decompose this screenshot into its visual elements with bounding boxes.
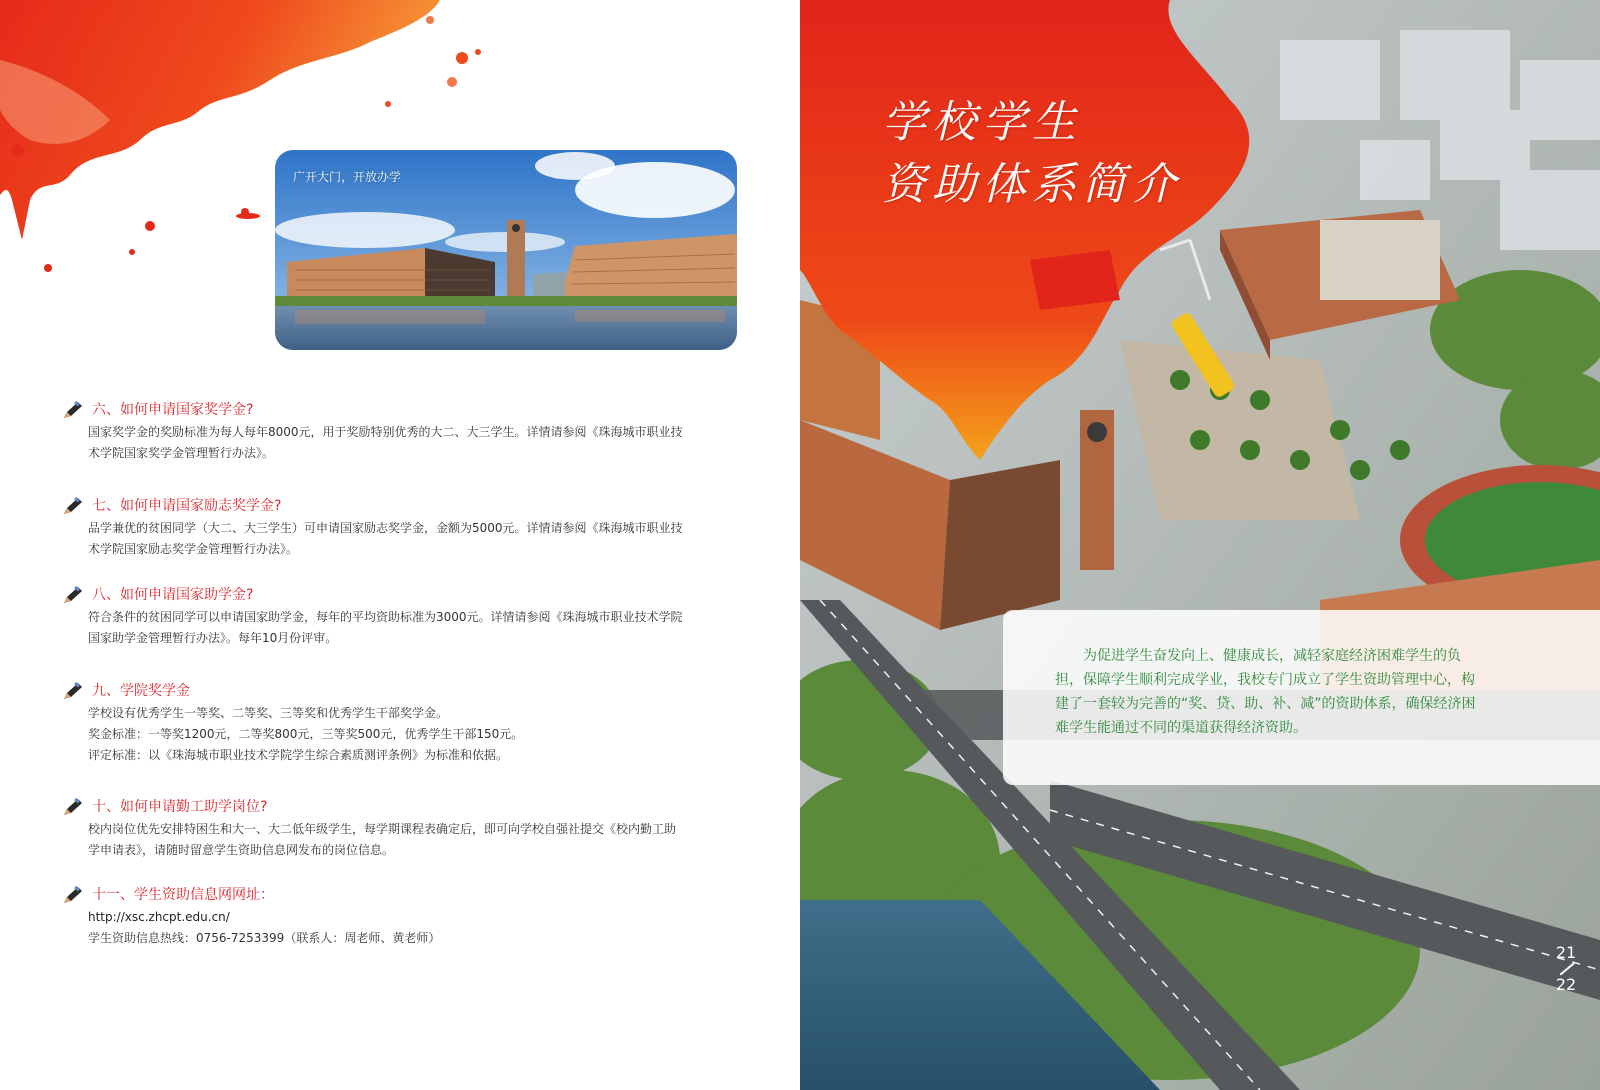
answer-line: 学申请表》，请随时留意学生资助信息网发布的岗位信息。 [88,843,395,857]
pen-icon [62,681,84,701]
qa-title-row [62,797,742,817]
question-title: 十、如何申请勤工助学岗位? [92,799,268,815]
pen-icon [62,885,84,905]
qa-title-row [62,885,742,905]
answer-line: 奖金标准：一等奖1200元，二等奖800元，三等奖500元，优秀学生干部150元。 [88,727,524,741]
answer-line: 国家奖学金的奖励标准为每人每年8000元，用于奖励特别优秀的大二、大三学生。详情请参阅《珠海城市职业技 [88,425,683,439]
pen-icon [62,496,84,516]
page-number-right: 22 [1555,975,1577,994]
answer-text [88,422,742,464]
campus-photo-card [275,150,737,350]
qa-section-9 [62,681,742,766]
right-page [800,0,1600,1090]
answer-text [88,518,742,560]
answer-line: 术学院国家励志奖学金管理暂行办法》。 [88,542,299,556]
page-number-divider [1554,962,1578,976]
photo-caption: 广开大门，开放办学 [293,170,402,184]
question-title: 八、如何申请国家助学金? [92,587,254,603]
title-line-1: 学校学生 [882,97,1082,148]
question-title: 六、如何申请国家奖学金? [92,402,254,418]
question-title: 七、如何申请国家励志奖学金? [92,498,282,514]
intro-paragraph: 为促进学生奋发向上、健康成长，减轻家庭经济困难学生的负担，保障学生顺利完成学业，我校专门成立了学生资助管理中心，构建了一套较为完善的“奖、贷、助、补、减”的资助体系，确保经济困难学生能通过不同的渠道获得经济资助。 [1055,648,1476,736]
answer-text [88,819,742,861]
page-title [882,92,1182,216]
qa-section-10 [62,797,742,861]
answer-line: 品学兼优的贫困同学（大二、大三学生）可申请国家励志奖学金，金额为5000元。详情请参阅《珠海城市职业技 [88,521,683,535]
answer-line: 符合条件的贫困同学可以申请国家助学金，每年的平均资助标准为3000元。详情请参阅《珠海城市职业技术学院 [88,610,683,624]
title-line-2: 资助体系简介 [882,159,1182,210]
answer-text [88,703,742,766]
pen-icon [62,797,84,817]
website-url[interactable]: http://xsc.zhcpt.edu.cn/ [88,910,230,924]
qa-section-6 [62,400,742,464]
hotline-text: 学生资助信息热线：0756-7253399（联系人：周老师、黄老师） [88,931,441,945]
qa-title-row [62,585,742,605]
intro-panel [1003,610,1600,785]
answer-line: 术学院国家奖学金管理暂行办法》。 [88,446,275,460]
qa-title-row [62,496,742,516]
pen-icon [62,400,84,420]
pen-icon [62,585,84,605]
page-number [1554,944,1578,994]
qa-section-7 [62,496,742,560]
answer-line: 学校设有优秀学生一等奖、二等奖、三等奖和优秀学生干部奖学金。 [88,706,449,720]
qa-title-row [62,400,742,420]
answer-text [88,907,742,949]
question-title: 九、学院奖学金 [92,683,190,699]
answer-line: 国家助学金管理暂行办法》。每年10月份评审。 [88,631,338,645]
answer-text [88,607,742,649]
page-number-left: 21 [1555,943,1577,962]
answer-line: 校内岗位优先安排特困生和大一、大二低年级学生，每学期课程表确定后，即可向学校自强社提交《校内勤工助 [88,822,677,836]
answer-line: 评定标准：以《珠海城市职业技术学院学生综合素质测评条例》为标准和依据。 [88,748,509,762]
qa-title-row [62,681,742,701]
qa-section-11 [62,885,742,949]
question-title: 十一、学生资助信息网网址： [92,887,274,903]
qa-section-8 [62,585,742,649]
